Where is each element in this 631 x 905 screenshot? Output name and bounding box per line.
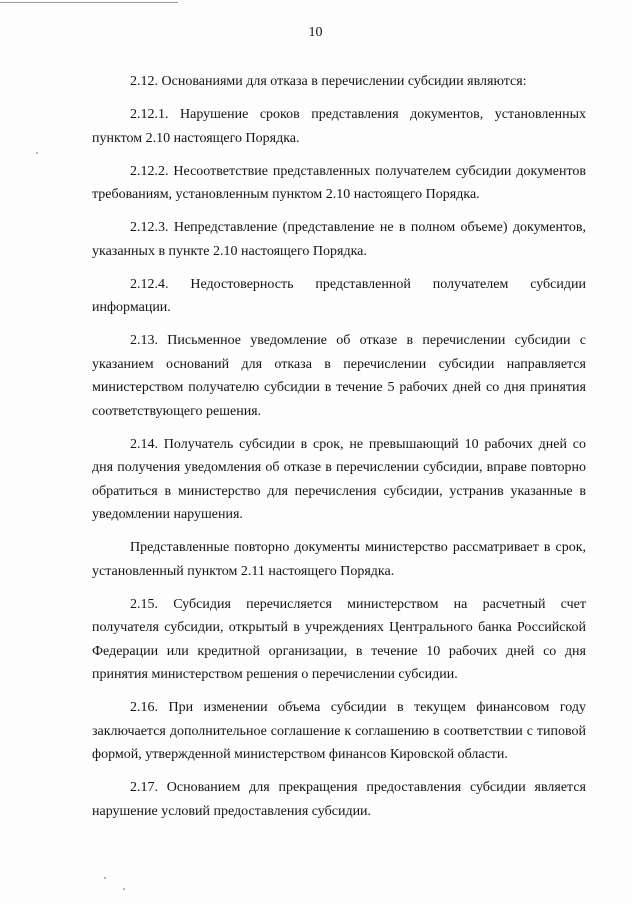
document-body (92, 70, 586, 833)
scan-speck (104, 877, 106, 879)
scan-speck (36, 152, 38, 154)
scan-speck (123, 888, 125, 890)
paragraph-2-17: 2.17. Основанием для прекращения предоставления субсидии является нарушение условий предоставления субсидии. (92, 780, 586, 819)
paragraph-2-12-4: 2.12.4. Недостоверность представленной получателем субсидии информации. (92, 276, 586, 315)
paragraph-2-16: 2.16. При изменении объема субсидии в текущем финансовом году заключается дополнительное соглашение к соглашению в соответствии с типовой формой, утвержденной министерством финансов Кировской области. (92, 700, 586, 762)
paragraph-2-12-1: 2.12.1. Нарушение сроков представления документов, установленных пунктом 2.10 настоящего Порядка. (92, 107, 586, 146)
scan-edge-line (0, 2, 178, 3)
paragraph-2-13: 2.13. Письменное уведомление об отказе в перечислении субсидии с указанием оснований для отказа в перечислении субсидии направляется министерством получателю субсидии в течение 5 рабочих дней со дня принятия соответствующего решения. (92, 333, 586, 419)
paragraph-2-12-2: 2.12.2. Несоответствие представленных получателем субсидии документов требованиям, установленным пунктом 2.10 настоящего Порядка. (92, 163, 586, 202)
page-number: 10 (308, 25, 323, 40)
paragraph-2-12-3: 2.12.3. Непредставление (представление не в полном объеме) документов, указанных в пункте 2.10 настоящего Порядка. (92, 220, 586, 259)
paragraph-2-12: 2.12. Основаниями для отказа в перечислении субсидии являются: (130, 74, 527, 89)
paragraph-2-14: 2.14. Получатель субсидии в срок, не превышающий 10 рабочих дней со дня получения уведомления об отказе в перечислении субсидии, вправе повторно обратиться в министерство для перечисления субсидии, устранив указанные в уведомлении нарушения. (92, 436, 586, 522)
paragraph-2-15: 2.15. Субсидия перечисляется министерством на расчетный счет получателя субсидии, открытый в учреждениях Центрального банка Российской Федерации или кредитной организации, в течение 10 рабочих дней со дня принятия министерством решения о перечислении субсидии. (92, 596, 586, 682)
paragraph-2-14-resubmission: Представленные повторно документы министерство рассматривает в срок, установленный пунктом 2.11 настоящего Порядка. (92, 540, 586, 579)
